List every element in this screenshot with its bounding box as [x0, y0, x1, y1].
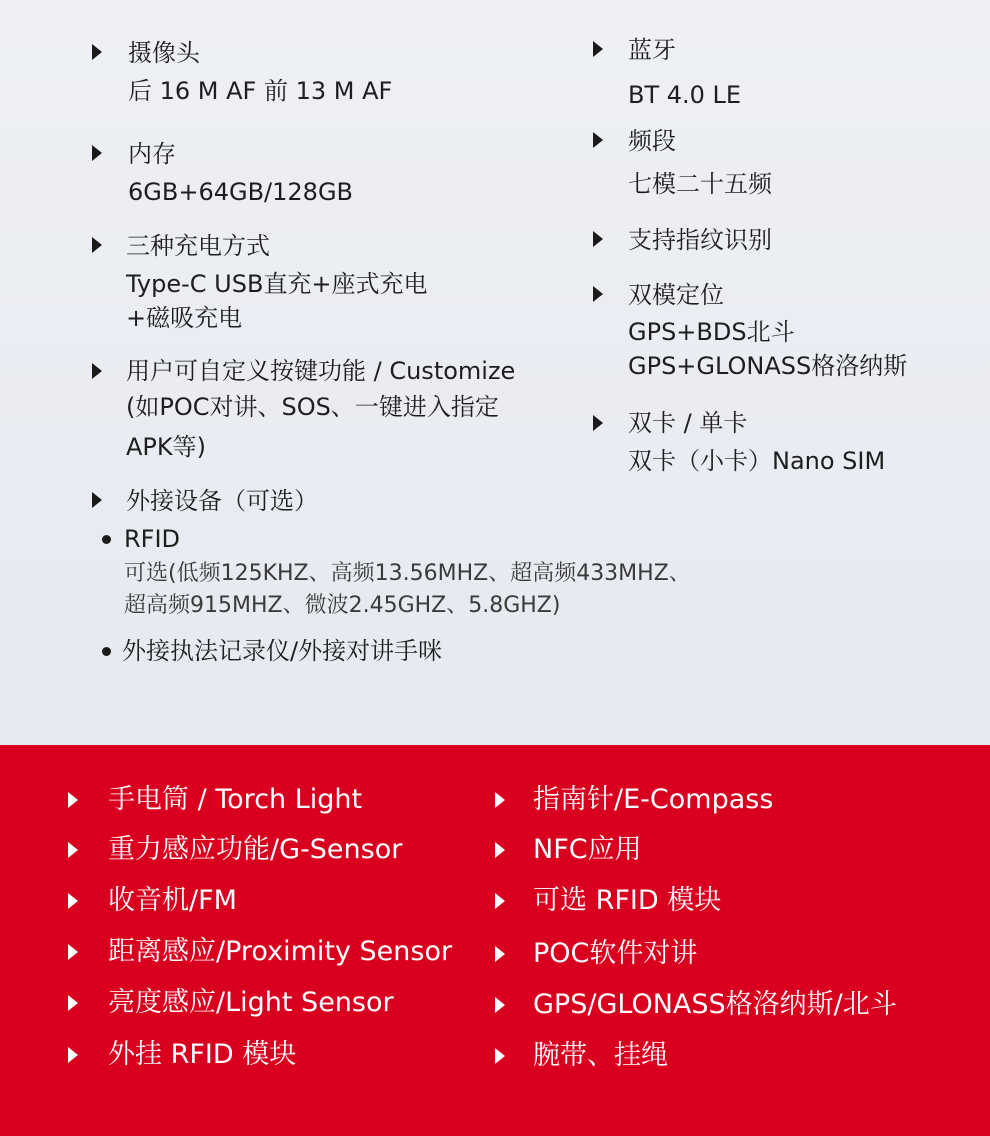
- spec-title: 支持指纹识别: [628, 226, 772, 254]
- feature-item: 手电筒 / Torch Light: [108, 784, 363, 815]
- feature-item: 收音机/FM: [108, 885, 237, 916]
- spec-value: BT 4.0 LE: [628, 81, 742, 109]
- spec-value: GPS+BDS北斗: [628, 318, 795, 346]
- triangle-right-icon: [92, 492, 102, 508]
- feature-item: 外挂 RFID 模块: [108, 1039, 297, 1070]
- triangle-right-icon: [593, 231, 603, 247]
- feature-item: 距离感应/Proximity Sensor: [108, 936, 453, 967]
- feature-item: GPS/GLONASS格洛纳斯/北斗: [533, 989, 897, 1020]
- external-device-label: RFID: [124, 525, 181, 553]
- triangle-right-icon: [495, 842, 505, 858]
- external-device-label: 外接执法记录仪/外接对讲手咪: [122, 637, 443, 665]
- spec-value: 6GB+64GB/128GB: [128, 178, 353, 206]
- spec-value: +磁吸充电: [126, 304, 243, 332]
- feature-item: 亮度感应/Light Sensor: [108, 987, 394, 1018]
- spec-title: 双模定位: [628, 281, 724, 309]
- spec-title: 外接设备（可选）: [126, 487, 318, 515]
- triangle-right-icon: [92, 44, 102, 60]
- feature-item: POC软件对讲: [533, 938, 698, 969]
- triangle-right-icon: [68, 842, 78, 858]
- triangle-right-icon: [92, 237, 102, 253]
- triangle-right-icon: [495, 997, 505, 1013]
- feature-item: NFC应用: [533, 834, 642, 865]
- triangle-right-icon: [92, 363, 102, 379]
- spec-title: 摄像头: [128, 39, 200, 67]
- spec-value: 七模二十五频: [628, 170, 772, 198]
- dot-icon: [102, 647, 111, 656]
- triangle-right-icon: [68, 995, 78, 1011]
- feature-item: 重力感应功能/G-Sensor: [108, 834, 403, 865]
- spec-value: Type-C USB直充+座式充电: [126, 270, 428, 298]
- spec-value: 双卡（小卡）Nano SIM: [628, 447, 886, 475]
- spec-title: 用户可自定义按键功能 / Customize: [126, 357, 516, 385]
- triangle-right-icon: [68, 893, 78, 909]
- spec-value: APK等): [126, 433, 206, 461]
- triangle-right-icon: [593, 415, 603, 431]
- feature-panel: [0, 745, 990, 1136]
- triangle-right-icon: [593, 132, 603, 148]
- triangle-right-icon: [68, 1047, 78, 1063]
- triangle-right-icon: [495, 893, 505, 909]
- spec-value: GPS+GLONASS格洛纳斯: [628, 352, 908, 380]
- spec-title: 频段: [628, 127, 676, 155]
- external-device-detail: 可选(低频125KHZ、高频13.56MHZ、超高频433MHZ、: [124, 561, 691, 586]
- spec-title: 蓝牙: [628, 36, 676, 64]
- feature-item: 可选 RFID 模块: [533, 885, 722, 916]
- spec-title: 双卡 / 单卡: [628, 409, 748, 437]
- dot-icon: [102, 535, 111, 544]
- triangle-right-icon: [495, 792, 505, 808]
- spec-value: 后 16 M AF 前 13 M AF: [128, 77, 393, 105]
- triangle-right-icon: [92, 145, 102, 161]
- feature-item: 指南针/E-Compass: [533, 784, 774, 815]
- triangle-right-icon: [495, 1048, 505, 1064]
- triangle-right-icon: [495, 946, 505, 962]
- external-device-detail: 超高频915MHZ、微波2.45GHZ、5.8GHZ): [124, 593, 561, 618]
- spec-title: 内存: [128, 140, 176, 168]
- triangle-right-icon: [593, 41, 603, 57]
- feature-item: 腕带、挂绳: [533, 1040, 668, 1071]
- triangle-right-icon: [68, 792, 78, 808]
- triangle-right-icon: [593, 286, 603, 302]
- triangle-right-icon: [68, 944, 78, 960]
- spec-title: 三种充电方式: [126, 232, 270, 260]
- spec-value: (如POC对讲、SOS、一键进入指定: [126, 393, 499, 421]
